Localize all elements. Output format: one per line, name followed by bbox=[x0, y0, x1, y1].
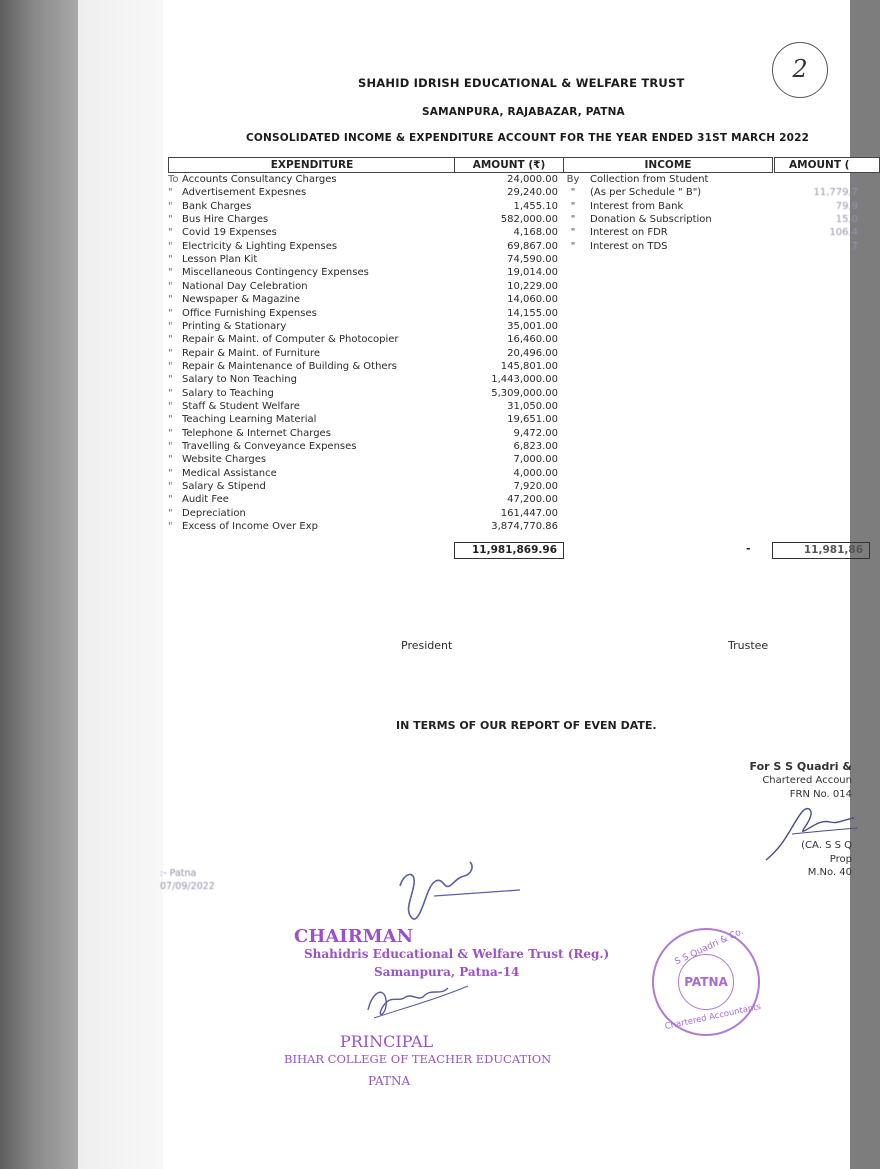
row-prefix: " bbox=[168, 294, 173, 306]
auditor-frn: FRN No. 014 bbox=[789, 789, 852, 800]
auditor-role: Prop bbox=[829, 854, 852, 865]
auditor-firm: For S S Quadri & bbox=[749, 760, 852, 773]
expenditure-label: Office Furnishing Expenses bbox=[182, 307, 317, 319]
auditor-title: Chartered Accoun bbox=[762, 775, 852, 786]
row-prefix: " bbox=[168, 441, 173, 452]
auditor-membership: M.No. 40 bbox=[807, 867, 852, 878]
income-amount: 15,0 bbox=[835, 214, 858, 226]
expenditure-amount: 145,801.00 bbox=[500, 360, 558, 372]
row-prefix: " bbox=[168, 347, 173, 359]
expenditure-row bbox=[168, 320, 458, 333]
expenditure-label: Advertisement Expesnes bbox=[182, 187, 307, 199]
expenditure-label: Covid 19 Expenses bbox=[182, 227, 277, 239]
expenditure-label: Teaching Learning Material bbox=[182, 414, 317, 426]
place: :- Patna bbox=[160, 868, 197, 879]
expenditure-label: Repair & Maint. of Furniture bbox=[182, 347, 321, 359]
income-amount: 7 bbox=[851, 240, 858, 252]
expenditure-label: Bus Hire Charges bbox=[182, 214, 269, 226]
expenditure-amount: 19,651.00 bbox=[507, 414, 558, 426]
expenditure-amount: 29,240.00 bbox=[507, 187, 558, 199]
expenditure-amount: 582,000.00 bbox=[500, 214, 558, 226]
page-left-shade bbox=[78, 0, 163, 1169]
expenditure-label: National Day Celebration bbox=[182, 280, 308, 292]
auditor-name: (CA. S S Q bbox=[801, 840, 852, 851]
expenditure-row bbox=[168, 493, 458, 506]
expenditure-label: Excess of Income Over Exp bbox=[182, 521, 318, 533]
expenditure-row bbox=[168, 213, 458, 226]
row-prefix: " bbox=[168, 414, 173, 426]
row-prefix: " bbox=[168, 240, 173, 252]
expenditure-amount: 14,155.00 bbox=[507, 307, 558, 319]
row-prefix: " bbox=[168, 267, 173, 279]
row-prefix: " bbox=[168, 427, 173, 439]
expenditure-amount: 1,443,000.00 bbox=[491, 374, 558, 386]
expenditure-row bbox=[168, 467, 458, 480]
expenditure-label: Miscellaneous Contingency Expenses bbox=[182, 267, 369, 279]
expenditure-amount: 16,460.00 bbox=[507, 334, 558, 346]
expenditure-label: Salary & Stipend bbox=[182, 481, 266, 493]
expenditure-row bbox=[168, 280, 458, 293]
income-amount: 79,9 bbox=[835, 200, 858, 212]
income-label: Interest on TDS bbox=[590, 240, 668, 252]
expenditure-amount: 7,000.00 bbox=[513, 454, 558, 466]
expenditure-label: Depreciation bbox=[182, 507, 246, 519]
income-amount bbox=[768, 173, 858, 186]
expenditure-amount: 4,000.00 bbox=[513, 467, 558, 479]
trustee-label: Trustee bbox=[728, 639, 769, 652]
date: 07/09/2022 bbox=[160, 881, 215, 892]
principal-stamp-org: BIHAR COLLEGE OF TEACHER EDUCATION bbox=[284, 1052, 552, 1066]
expenditure-row bbox=[168, 307, 458, 320]
expenditure-row bbox=[168, 293, 458, 306]
expenditure-label: Salary to Non Teaching bbox=[182, 374, 297, 386]
chairman-stamp-title: CHAIRMAN bbox=[294, 926, 414, 947]
expenditure-row bbox=[168, 266, 458, 279]
place-value: Patna bbox=[169, 868, 197, 879]
expenditure-label: Bank Charges bbox=[182, 200, 252, 212]
expenditure-amount: 31,050.00 bbox=[507, 400, 558, 412]
row-prefix: " bbox=[168, 214, 173, 226]
total-expenditure: 11,981,869.96 bbox=[454, 542, 564, 559]
col-header-income-amount: AMOUNT ( bbox=[774, 157, 880, 173]
president-label: President bbox=[401, 639, 453, 652]
expenditure-amount: 1,455.10 bbox=[513, 200, 558, 212]
income-amount: 11,779,7 bbox=[813, 187, 858, 199]
seal-city: PATNA bbox=[678, 954, 734, 1010]
expenditure-row bbox=[168, 400, 458, 413]
expenditure-row bbox=[168, 360, 458, 373]
row-prefix: " bbox=[168, 521, 173, 533]
expenditure-label: Accounts Consultancy Charges bbox=[182, 174, 337, 185]
expenditure-row bbox=[168, 186, 458, 199]
expenditure-label: Telephone & Internet Charges bbox=[182, 427, 331, 439]
expenditure-row bbox=[168, 253, 458, 266]
page-number-circle: 2 bbox=[772, 42, 828, 98]
row-prefix: " bbox=[168, 454, 173, 466]
total-dash: - bbox=[746, 542, 751, 555]
row-prefix: " bbox=[168, 481, 173, 493]
expenditure-amount: 5,309,000.00 bbox=[491, 387, 558, 399]
expenditure-label: Repair & Maintenance of Building & Others bbox=[182, 360, 397, 372]
chairman-stamp-address: Samanpura, Patna-14 bbox=[374, 965, 520, 979]
expenditure-row bbox=[168, 453, 458, 466]
document-page bbox=[78, 0, 863, 1169]
expenditure-amount: 47,200.00 bbox=[507, 494, 558, 506]
col-header-expenditure: EXPENDITURE bbox=[168, 157, 456, 173]
income-prefix: " bbox=[570, 187, 576, 199]
expenditure-row bbox=[168, 413, 458, 426]
row-prefix: " bbox=[168, 507, 173, 519]
expenditure-amount: 7,920.00 bbox=[513, 481, 558, 493]
row-prefix: " bbox=[168, 387, 173, 399]
expenditure-amount: 19,014.00 bbox=[507, 267, 558, 279]
row-prefix: " bbox=[168, 374, 173, 386]
trust-name: SHAHID IDRISH EDUCATIONAL & WELFARE TRUST bbox=[358, 76, 685, 90]
expenditure-row bbox=[168, 240, 458, 253]
expenditure-label: Medical Assistance bbox=[182, 467, 277, 479]
expenditure-amount: 10,229.00 bbox=[507, 280, 558, 292]
chairman-stamp-org: Shahidris Educational & Welfare Trust (Reg.) bbox=[304, 947, 610, 961]
expenditure-label: Travelling & Conveyance Expenses bbox=[182, 441, 357, 452]
income-label: Interest from Bank bbox=[590, 200, 684, 212]
expenditure-row bbox=[168, 480, 458, 493]
principal-signature bbox=[364, 978, 474, 1028]
income-label: Interest on FDR bbox=[590, 227, 668, 239]
expenditure-label: Electricity & Lighting Expenses bbox=[182, 240, 338, 252]
row-prefix: " bbox=[168, 254, 173, 266]
expenditure-row bbox=[168, 427, 458, 440]
expenditure-amount: 74,590.00 bbox=[507, 254, 558, 266]
principal-stamp-city: PATNA bbox=[368, 1074, 411, 1088]
income-prefix: " bbox=[570, 200, 576, 212]
expenditure-label: Printing & Stationary bbox=[182, 320, 287, 332]
row-prefix: " bbox=[168, 307, 173, 319]
expenditure-row bbox=[168, 173, 458, 186]
row-prefix: To bbox=[168, 174, 179, 185]
row-prefix: " bbox=[168, 494, 173, 506]
income-label: (As per Schedule " B") bbox=[590, 187, 702, 199]
report-note: IN TERMS OF OUR REPORT OF EVEN DATE. bbox=[396, 719, 657, 732]
expenditure-row bbox=[168, 520, 458, 533]
total-income: 11,981,86 bbox=[772, 542, 870, 559]
row-prefix: " bbox=[168, 360, 173, 372]
row-prefix: " bbox=[168, 400, 173, 412]
expenditure-amount: 9,472.00 bbox=[513, 427, 558, 439]
expenditure-label: Repair & Maint. of Computer & Photocopier bbox=[182, 334, 399, 346]
expenditure-amount: 24,000.00 bbox=[507, 174, 558, 185]
expenditure-row bbox=[168, 347, 458, 360]
expenditure-row bbox=[168, 200, 458, 213]
expenditure-row bbox=[168, 373, 458, 386]
expenditure-amount: 35,001.00 bbox=[507, 320, 558, 332]
income-prefix: " bbox=[570, 214, 576, 226]
expenditure-row bbox=[168, 440, 458, 453]
expenditure-amount: 20,496.00 bbox=[507, 347, 558, 359]
income-prefix: " bbox=[570, 227, 576, 239]
expenditure-label: Website Charges bbox=[182, 454, 267, 466]
expenditure-amount: 14,060.00 bbox=[507, 294, 558, 306]
expenditure-row bbox=[168, 387, 458, 400]
expenditure-label: Staff & Student Welfare bbox=[182, 400, 300, 412]
expenditure-row bbox=[168, 333, 458, 346]
col-header-amount: AMOUNT (₹) bbox=[454, 157, 564, 173]
row-prefix: " bbox=[168, 227, 173, 239]
chairman-signature bbox=[394, 862, 524, 932]
row-prefix: " bbox=[168, 200, 173, 212]
row-prefix: " bbox=[168, 187, 173, 199]
expenditure-label: Newspaper & Magazine bbox=[182, 294, 301, 306]
seal-bottom-text: Chartered Accountants bbox=[664, 1001, 762, 1033]
expenditure-label: Salary to Teaching bbox=[182, 387, 274, 399]
principal-stamp-title: PRINCIPAL bbox=[340, 1032, 434, 1051]
income-label: Donation & Subscription bbox=[590, 214, 712, 226]
expenditure-amount: 4,168.00 bbox=[513, 227, 558, 239]
expenditure-row bbox=[168, 507, 458, 520]
auditor-seal bbox=[652, 928, 760, 1036]
row-prefix: " bbox=[168, 320, 173, 332]
income-prefix: By bbox=[566, 174, 580, 185]
expenditure-amount: 6,823.00 bbox=[513, 441, 558, 452]
income-amount: 106,4 bbox=[829, 227, 858, 239]
expenditure-row bbox=[168, 226, 458, 239]
income-prefix: " bbox=[570, 240, 576, 252]
seal-outer-text: S S Quadri & Co. bbox=[673, 926, 746, 968]
expenditure-label: Lesson Plan Kit bbox=[182, 254, 258, 266]
row-prefix: " bbox=[168, 467, 173, 479]
row-prefix: " bbox=[168, 334, 173, 346]
expenditure-amount: 161,447.00 bbox=[500, 507, 558, 519]
expenditure-amount: 3,874,770.86 bbox=[491, 521, 558, 533]
row-prefix: " bbox=[168, 280, 173, 292]
col-header-income: INCOME bbox=[563, 157, 773, 173]
income-label: Collection from Student bbox=[590, 174, 709, 185]
trust-address: SAMANPURA, RAJABAZAR, PATNA bbox=[422, 106, 625, 118]
account-title: CONSOLIDATED INCOME & EXPENDITURE ACCOUNT FOR THE YEAR ENDED 31ST MARCH 2022 bbox=[246, 132, 810, 144]
scanner-binding-edge bbox=[0, 0, 78, 1169]
expenditure-label: Audit Fee bbox=[182, 494, 229, 506]
expenditure-amount: 69,867.00 bbox=[507, 240, 558, 252]
